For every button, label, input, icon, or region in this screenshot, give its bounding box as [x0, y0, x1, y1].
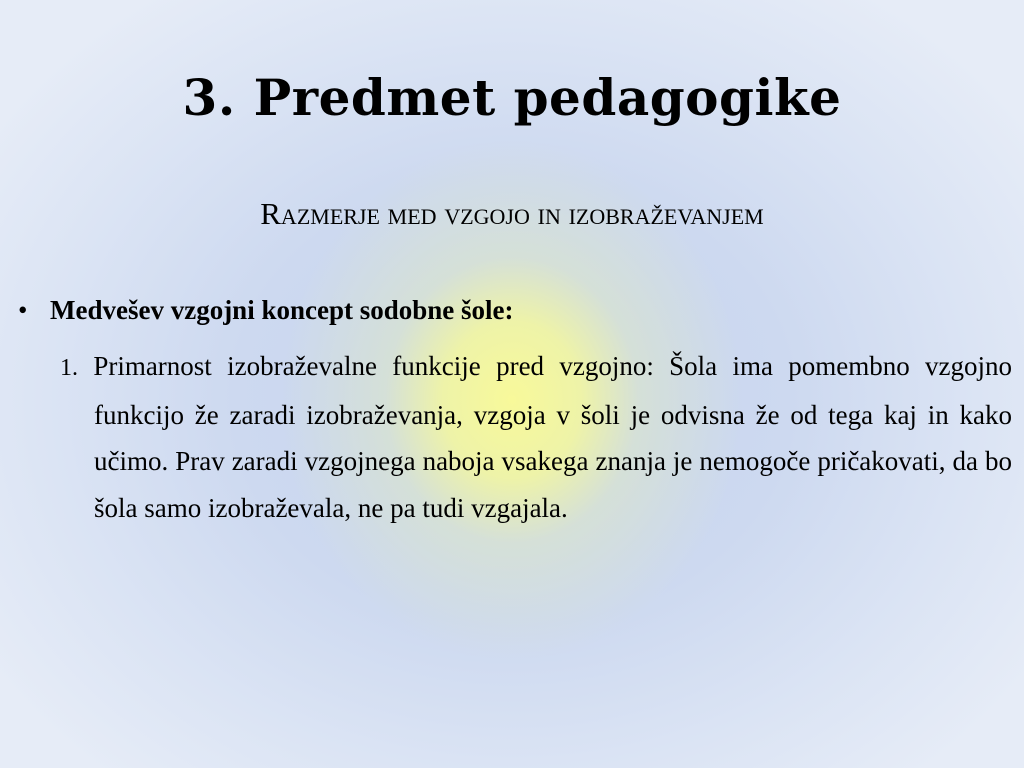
bullet-point [18, 290, 1008, 330]
slide-subtitle: Razmerje med vzgojo in izobraževanjem [260, 196, 764, 231]
bullet-text: Medvešev vzgojni koncept sodobne šole: [50, 295, 514, 325]
numbered-item [60, 343, 1013, 531]
bullet-marker: • [18, 295, 28, 325]
item-number: 1. [60, 355, 78, 381]
slide-title: 3. Predmet pedagogike [182, 68, 842, 127]
item-text: Primarnost izobraževalne funkcije pred vzgojno: Šola ima pomembno vzgojno funkcijo že zaradi izobraževanja, vzgoja v šoli je odvisna že od tega kaj in kako učimo. Prav zaradi vzgojnega naboja vsakega znanja je nemogoče pričakovati, da bo šola samo izobraževala, ne pa tudi vzgajala. [93, 351, 1013, 523]
